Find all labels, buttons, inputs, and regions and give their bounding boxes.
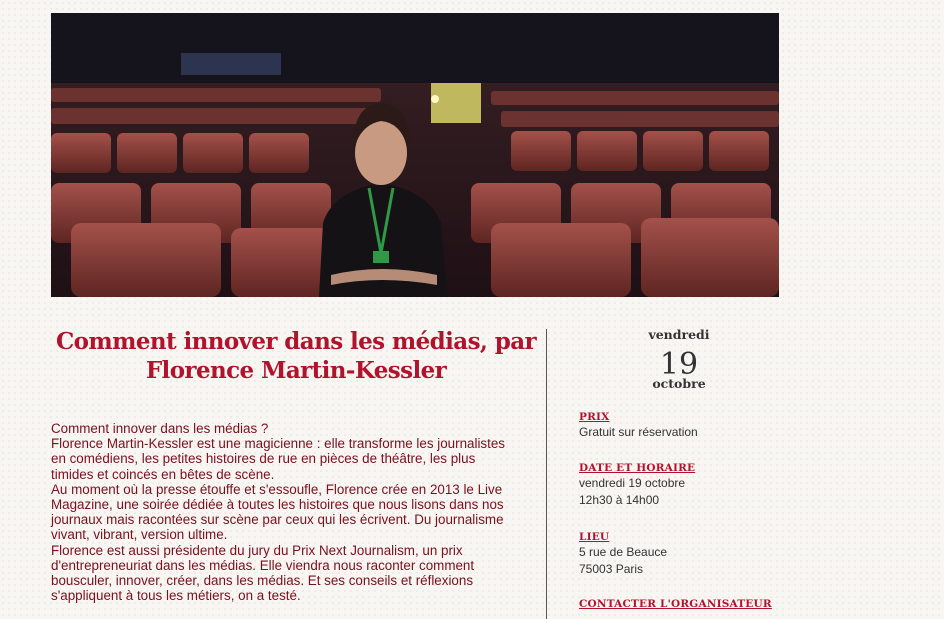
contact-section: [579, 597, 779, 611]
event-description: [51, 421, 511, 603]
price-section: [579, 410, 779, 441]
event-hero-photo: [51, 13, 779, 297]
column-divider: [546, 329, 547, 619]
theater-photo-illustration: [51, 13, 779, 297]
schedule-label: DATE ET HORAIRE: [579, 462, 696, 474]
price-label: PRIX: [579, 411, 610, 423]
description-paragraph: Florence est aussi présidente du jury du Prix Next Journalism, un prix d'entrepreneuriat dans les médias. Elle viendra nous raconter comment bousculer, innover, créer, dans les médias. Et ses conseils et réflexions s'appliquent à tous les métiers, on a testé.: [51, 542, 475, 604]
place-street: 5 rue de Beauce: [579, 545, 668, 559]
description-paragraph: Comment innover dans les médias ?: [51, 421, 269, 436]
date-day: 19: [659, 347, 699, 382]
date-weekday: vendredi: [648, 327, 710, 342]
contact-organizer-link[interactable]: CONTACTER L'ORGANISATEUR: [579, 598, 772, 610]
place-city: 75003 Paris: [579, 562, 644, 576]
description-paragraph: Florence Martin-Kessler est une magicienne : elle transforme les journalistes en comédiens, les petites histoires de rue en pièces de théâtre, les plus timides et coincés en bêtes de scène.: [51, 436, 505, 482]
event-date: [599, 327, 759, 391]
schedule-time: 12h30 à 14h00: [579, 493, 660, 507]
place-section: [579, 530, 779, 578]
place-label: LIEU: [579, 531, 610, 543]
schedule-section: [579, 461, 779, 509]
price-value: Gratuit sur réservation: [579, 425, 698, 439]
schedule-date: vendredi 19 octobre: [579, 476, 686, 490]
event-title: Comment innover dans les médias, par Florence Martin-Kessler: [55, 328, 537, 384]
description-paragraph: Au moment où la presse étouffe et s'essoufle, Florence crée en 2013 le Live Magazine, une soirée dédiée à toutes les histoires que nous lisons dans nos journaux mais racontées sur scène par ceux qui les écrivent. Du journalisme vivant, vibrant, version ultime.: [51, 481, 504, 543]
date-month: octobre: [652, 376, 706, 391]
